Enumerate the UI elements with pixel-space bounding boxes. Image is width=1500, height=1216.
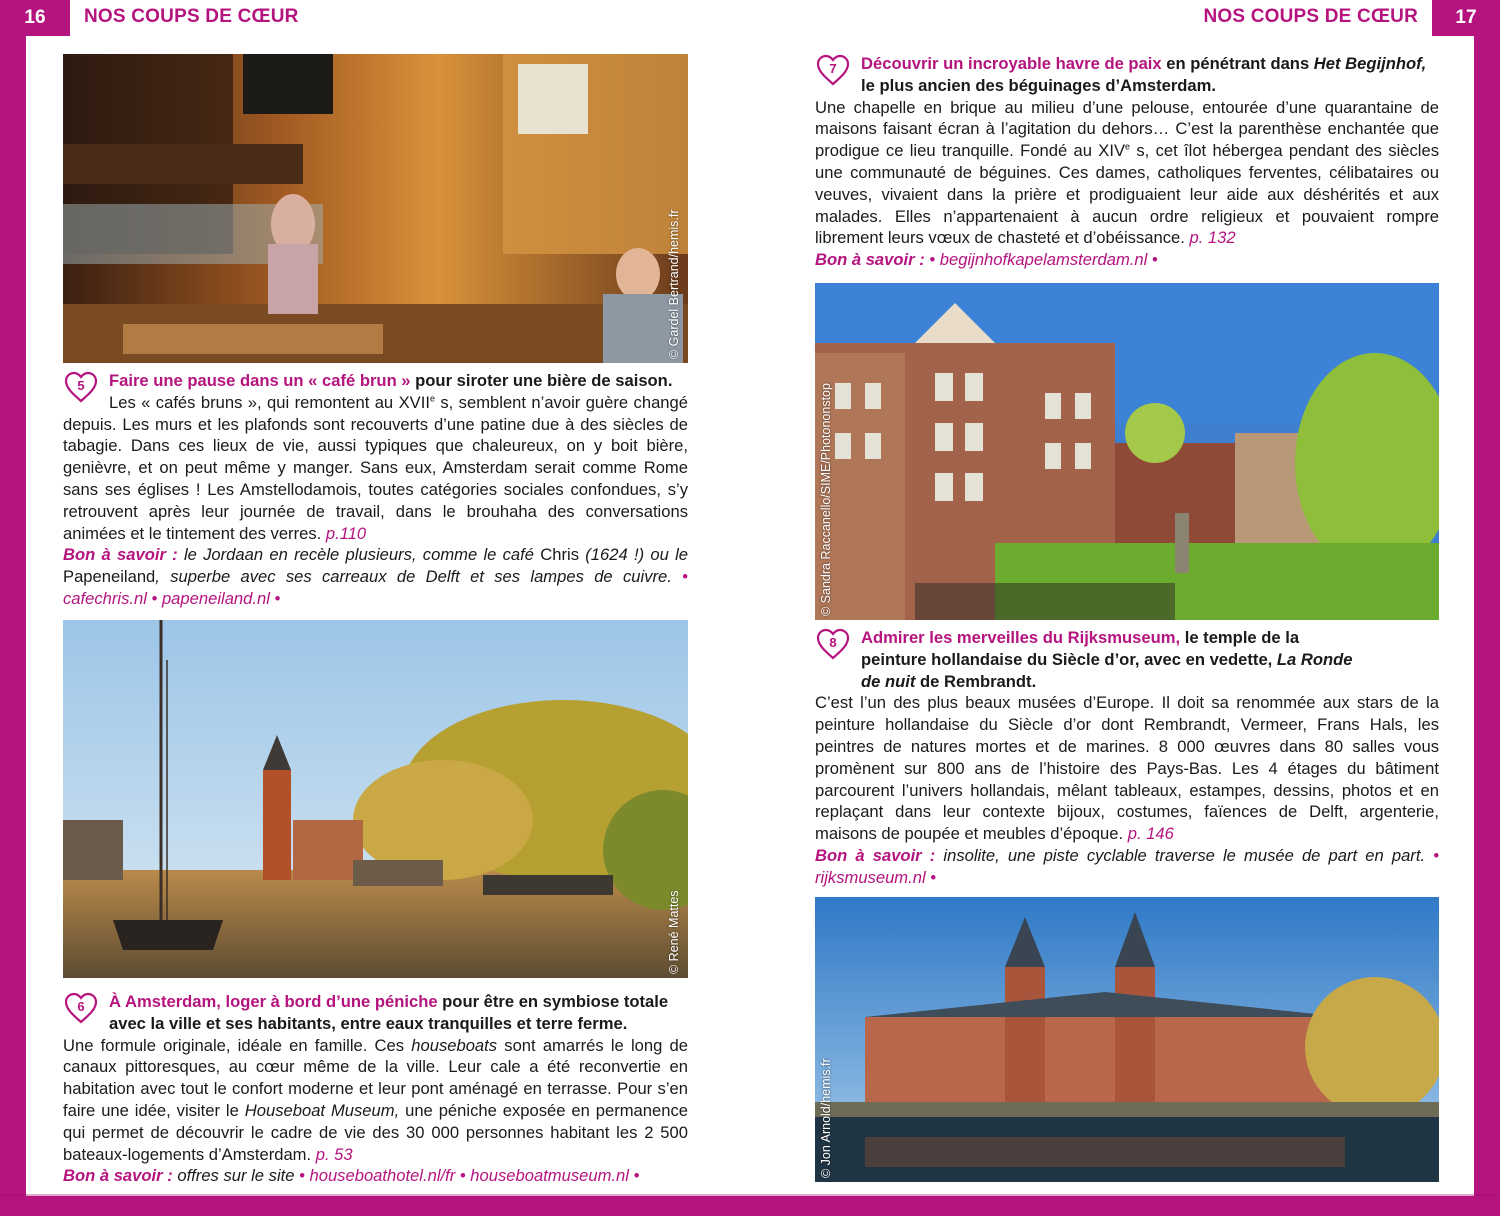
bon-a-savoir: Bon à savoir : • begijnhofkapelamsterdam.nl •	[815, 250, 1158, 270]
page-number-right: 17	[1432, 0, 1500, 36]
photo-credit: © Gardel Bertrand/hemis.fr	[667, 209, 681, 359]
entry-heading: Découvrir un incroyable havre de paix en pénétrant dans Het Begijnhof, le plus ancien des béguinages d’Amsterdam.	[861, 54, 1427, 95]
website-links[interactable]: • rijksmuseum.nl •	[815, 845, 1440, 887]
entry-heading: À Amsterdam, loger à bord d’une péniche pour être en symbiose totale avec la ville et ses habitants, entre eaux tranquilles et terre ferme.	[109, 992, 669, 1033]
page-border-bottom	[0, 1196, 1500, 1216]
website-links[interactable]: • houseboathotel.nl/fr • houseboatmuseum.nl •	[294, 1166, 640, 1186]
bon-a-savoir: Bon à savoir : offres sur le site • houseboathotel.nl/fr • houseboatmuseum.nl •	[63, 1166, 640, 1186]
photo-canal-peniche	[63, 620, 688, 978]
photo-rijksmuseum	[815, 897, 1439, 1182]
heart-number-badge: 8	[815, 627, 851, 661]
photo-credit: © Jon Arnold/hemis.fr	[819, 1058, 833, 1178]
entry-heading: Admirer les merveilles du Rijksmuseum, le temple de la peinture hollandaise du Siècle d’or, avec en vedette, La Ronde de nuit de Rembrandt.	[861, 628, 1353, 691]
entry-6	[63, 991, 688, 1187]
heart-number-badge: 6	[63, 991, 99, 1025]
page-reference[interactable]: p.110	[325, 523, 367, 543]
bon-a-savoir: Bon à savoir : le Jordaan en recèle plusieurs, comme le café Chris (1624 !) ou le Papeneiland, superbe avec ses carreaux de Delft et ses lampes de cuivre. • cafechris.nl • papeneiland.nl •	[63, 545, 688, 608]
website-links[interactable]: • begijnhofkapelamsterdam.nl •	[924, 250, 1158, 270]
page-number-left: 16	[0, 0, 70, 36]
entry-8	[815, 627, 1439, 889]
page-border-right	[1474, 36, 1500, 1216]
entry-7	[815, 53, 1439, 271]
entry-body: Une chapelle en brique au milieu d’une pelouse, entourée d’une quarantaine de maisons faisant écran à l’agitation du dehors… C’est la parenthèse enchantée que prodigue ce lieu tranquille. Fondé au XIVe s, cet îlot hébergea pendant des siècles une communauté de béguines. Ces dames, catholiques ferventes, célibataires ou veuves, vivaient dans la prière et prodiguaient leur aide aux déshérités et aux malades. Elles n’appartenaient à aucun ordre religieux et pouvaient rompre librement leurs vœux de chasteté et d’obéissance. p. 132	[815, 97, 1439, 248]
entry-heading: Faire une pause dans un « café brun » pour siroter une bière de saison.	[109, 371, 673, 390]
entry-body: Une formule originale, idéale en famille. Ces houseboats sont amarrés le long de canaux pittoresques, au cœur même de la ville. Leur cale a été reconvertie en habitation avec tout le confort moderne et leur pont aménagé en terrasse. Pour s’en faire une idée, visiter le Houseboat Museum, une péniche exposée en permanence qui permet de découvrir le cadre de vie des 30 000 personnes habitant les 2 500 bateaux-logements d’Amsterdam. p. 53	[63, 1035, 688, 1164]
page-reference[interactable]: p. 132	[1189, 228, 1236, 248]
bon-a-savoir: Bon à savoir : insolite, une piste cyclable traverse le musée de part en part. • rijksmuseum.nl •	[815, 845, 1440, 887]
page-reference[interactable]: p. 53	[315, 1144, 353, 1164]
photo-credit: © Sandra Raccanello/SIME/Photononstop	[819, 383, 833, 616]
photo-cafe-brun	[63, 54, 688, 363]
running-head-right: NOS COUPS DE CŒUR	[1203, 6, 1418, 27]
page-border-left	[0, 36, 26, 1216]
heart-number-badge: 5	[63, 370, 99, 404]
photo-begijnhof	[815, 283, 1439, 620]
page-reference[interactable]: p. 146	[1127, 824, 1174, 844]
running-head-left: NOS COUPS DE CŒUR	[84, 6, 299, 27]
entry-5	[63, 370, 688, 610]
entry-body: C’est l’un des plus beaux musées d’Europe. Il doit sa renommée aux stars de la peinture hollandaise du Siècle d’or dont Rembrandt, Vermeer, Frans Hals, les peintres de natures mortes et de marines. 8 000 œuvres dans 80 salles vous promènent sur 800 ans de l’histoire des Pays-Bas. Les 4 étages du bâtiment parcourent l’univers hollandais, mêlant tableaux, estampes, dessins, photos et en replaçant dans leur contexte bijoux, costumes, faïences de Delft, argenterie, maisons de poupée et meubles d’époque. p. 146	[815, 693, 1439, 844]
entry-body: Les « cafés bruns », qui remontent au XVIIe s, semblent n’avoir guère changé depuis. Les murs et les plafonds sont recouverts d’une patine due à des siècles de tabagie. Dans ces lieux de vie, aussi typiques que chaleureux, on y boit bière, genièvre, et on peut même y manger. Sans eux, Amsterdam serait comme Rome sans ses églises ! Les Amstellodamois, toutes catégories sociales confondues, s’y retrouvent après leur journée de travail, dans le brouhaha des conversations animées et le tintement des verres. p.110	[63, 392, 688, 543]
heart-number-badge: 7	[815, 53, 851, 87]
photo-credit: © René Mattes	[667, 890, 681, 974]
website-links[interactable]: • cafechris.nl • papeneiland.nl •	[63, 567, 688, 608]
